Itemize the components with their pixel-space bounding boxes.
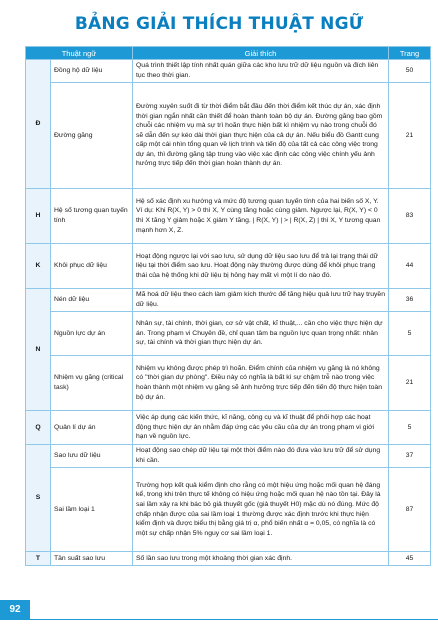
- table-row: [26, 60, 431, 83]
- table-row: [26, 189, 431, 244]
- explanation-cell: Đường xuyên suốt đi từ thời điểm bắt đầu đến thời điểm kết thúc dự án, xác định thời gian ngắn nhất cần thiết để hoàn thành toàn bộ dự án. Đường găng bao gồm chuỗi các nhiệm vụ mà sự trì hoãn thực hiện bất kì nhiệm vụ nào trong chuỗi đó sẽ dẫn đến sự kéo dài thời gian thực hiện của cả dự án. Nếu biểu đồ Gantt cung cấp một cái nhìn tổng quan về lịch trình và tiến độ của tất cả các công việc trong dự án, thì đường găng tập trung vào việc xác định các công việc chính yếu ảnh hưởng trực tiếp đến thời gian hoàn thành dự án.: [133, 83, 389, 189]
- page-cell: 45: [389, 552, 431, 566]
- table-row: [26, 552, 431, 566]
- glossary-table: [25, 46, 431, 566]
- footer-divider: [30, 619, 438, 620]
- page-cell: 5: [389, 411, 431, 445]
- header-explanation: Giải thích: [133, 47, 389, 60]
- term-cell: Hệ số tương quan tuyến tính: [51, 189, 133, 244]
- page-cell: 83: [389, 189, 431, 244]
- explanation-cell: Nhiệm vụ không được phép trì hoãn. Điểm chính của nhiệm vụ găng là nó không có "thời gian dự phòng". Điều này có nghĩa là bất kì sự chậm trễ nào trong việc hoàn thành một nhiệm vụ găng sẽ ảnh hưởng trực tiếp đến tiến độ thực hiện toàn bộ dự án.: [133, 356, 389, 411]
- page-cell: 44: [389, 244, 431, 289]
- page-cell: 21: [389, 356, 431, 411]
- header-term: Thuật ngữ: [26, 47, 133, 60]
- page-number: 92: [0, 600, 30, 620]
- page-cell: 36: [389, 289, 431, 312]
- table-row: [26, 411, 431, 445]
- page-footer: [0, 600, 438, 620]
- table-row: [26, 445, 431, 468]
- explanation-cell: Hoạt động ngược lại với sao lưu, sử dụng dữ liệu sao lưu để trả lại trạng thái dữ liệu tại thời điểm sao lưu. Hoạt động này thường được dùng để khôi phục trạng thái của hệ thống khi dữ liệu bị hỏng hay mất vì một lí do nào đó.: [133, 244, 389, 289]
- table-row: [26, 244, 431, 289]
- letter-label: Đ: [26, 60, 51, 189]
- term-cell: Nguồn lực dự án: [51, 312, 133, 356]
- term-cell: Đồng hộ dữ liệu: [51, 60, 133, 83]
- term-cell: Quản lí dự án: [51, 411, 133, 445]
- term-cell: Sao lưu dữ liệu: [51, 445, 133, 468]
- explanation-cell: Số lần sao lưu trong một khoảng thời gian xác định.: [133, 552, 389, 566]
- term-cell: Đường găng: [51, 83, 133, 189]
- table-row: [26, 468, 431, 552]
- letter-label: T: [26, 552, 51, 566]
- letter-label: N: [26, 289, 51, 411]
- explanation-cell: Quá trình thiết lập tính nhất quán giữa các kho lưu trữ dữ liệu nguồn và đích liên tục theo thời gian.: [133, 60, 389, 83]
- term-cell: Sai lầm loại 1: [51, 468, 133, 552]
- table-row: [26, 83, 431, 189]
- page-title: BẢNG GIẢI THÍCH THUẬT NGỮ: [74, 14, 364, 34]
- explanation-cell: Nhân sự, tài chính, thời gian, cơ sở vật chất, kĩ thuật,... cần cho việc thực hiện dự án. Trong phạm vi Chuyên đề, chỉ quan tâm ba nguồn lực quan trọng nhất: nhân sự, tài chính và thời gian thực hiện dự án.: [133, 312, 389, 356]
- page-cell: 50: [389, 60, 431, 83]
- table-row: [26, 312, 431, 356]
- explanation-cell: Mã hoá dữ liệu theo cách làm giảm kích thước để tăng hiệu quả lưu trữ hay truyền dữ liệu.: [133, 289, 389, 312]
- term-cell: Khôi phục dữ liệu: [51, 244, 133, 289]
- page-cell: 5: [389, 312, 431, 356]
- explanation-cell: Hệ số xác định xu hướng và mức độ tương quan tuyến tính của hai biến số X, Y. Ví dụ: Khi R(X, Y) > 0 thì X, Y cùng tăng hoặc cùng giảm. Ngược lại, R(X, Y) < 0 thì X tăng Y giảm hoặc X giảm Y tăng. | R(X, Y) | > | R(X, Z) | thì X, Y tương quan mạnh hơn X, Z.: [133, 189, 389, 244]
- page-cell: 37: [389, 445, 431, 468]
- table-row: [26, 289, 431, 312]
- explanation-cell: Trường hợp kết quả kiểm định cho rằng có một hiệu ứng hoặc mối quan hệ đáng kể, trong khi trên thực tế không có hiệu ứng hoặc mối quan hệ nào tồn tại. Đây là sai lầm xảy ra khi bác bỏ giả thuyết gốc (giả thuyết H0) mặc dù nó đúng. Mức độ chấp nhận được của sai lầm loại 1 thường được xác định trước khi thực hiện kiểm định và được biểu thị bằng giá trị α, phổ biến nhất α = 0,05, có nghĩa là có một sự chấp nhận 5% nguy cơ sai lầm loại 1.: [133, 468, 389, 552]
- term-cell: Nhiệm vụ găng (critical task): [51, 356, 133, 411]
- letter-label: S: [26, 445, 51, 552]
- header-page: Trang: [389, 47, 431, 60]
- term-cell: Nén dữ liệu: [51, 289, 133, 312]
- term-cell: Tần suất sao lưu: [51, 552, 133, 566]
- letter-label: Q: [26, 411, 51, 445]
- page-cell: 87: [389, 468, 431, 552]
- letter-label: H: [26, 189, 51, 244]
- explanation-cell: Hoạt động sao chép dữ liệu tại một thời điểm nào đó đưa vào lưu trữ để sử dụng khi cần.: [133, 445, 389, 468]
- page-cell: 21: [389, 83, 431, 189]
- header-row: [26, 47, 431, 60]
- table-row: [26, 356, 431, 411]
- letter-label: K: [26, 244, 51, 289]
- explanation-cell: Việc áp dụng các kiến thức, kĩ năng, công cụ và kĩ thuật để phối hợp các hoạt động thực hiện dự án nhằm đáp ứng các yêu cầu của dự án trong phạm vi giới hạn về nguồn lực.: [133, 411, 389, 445]
